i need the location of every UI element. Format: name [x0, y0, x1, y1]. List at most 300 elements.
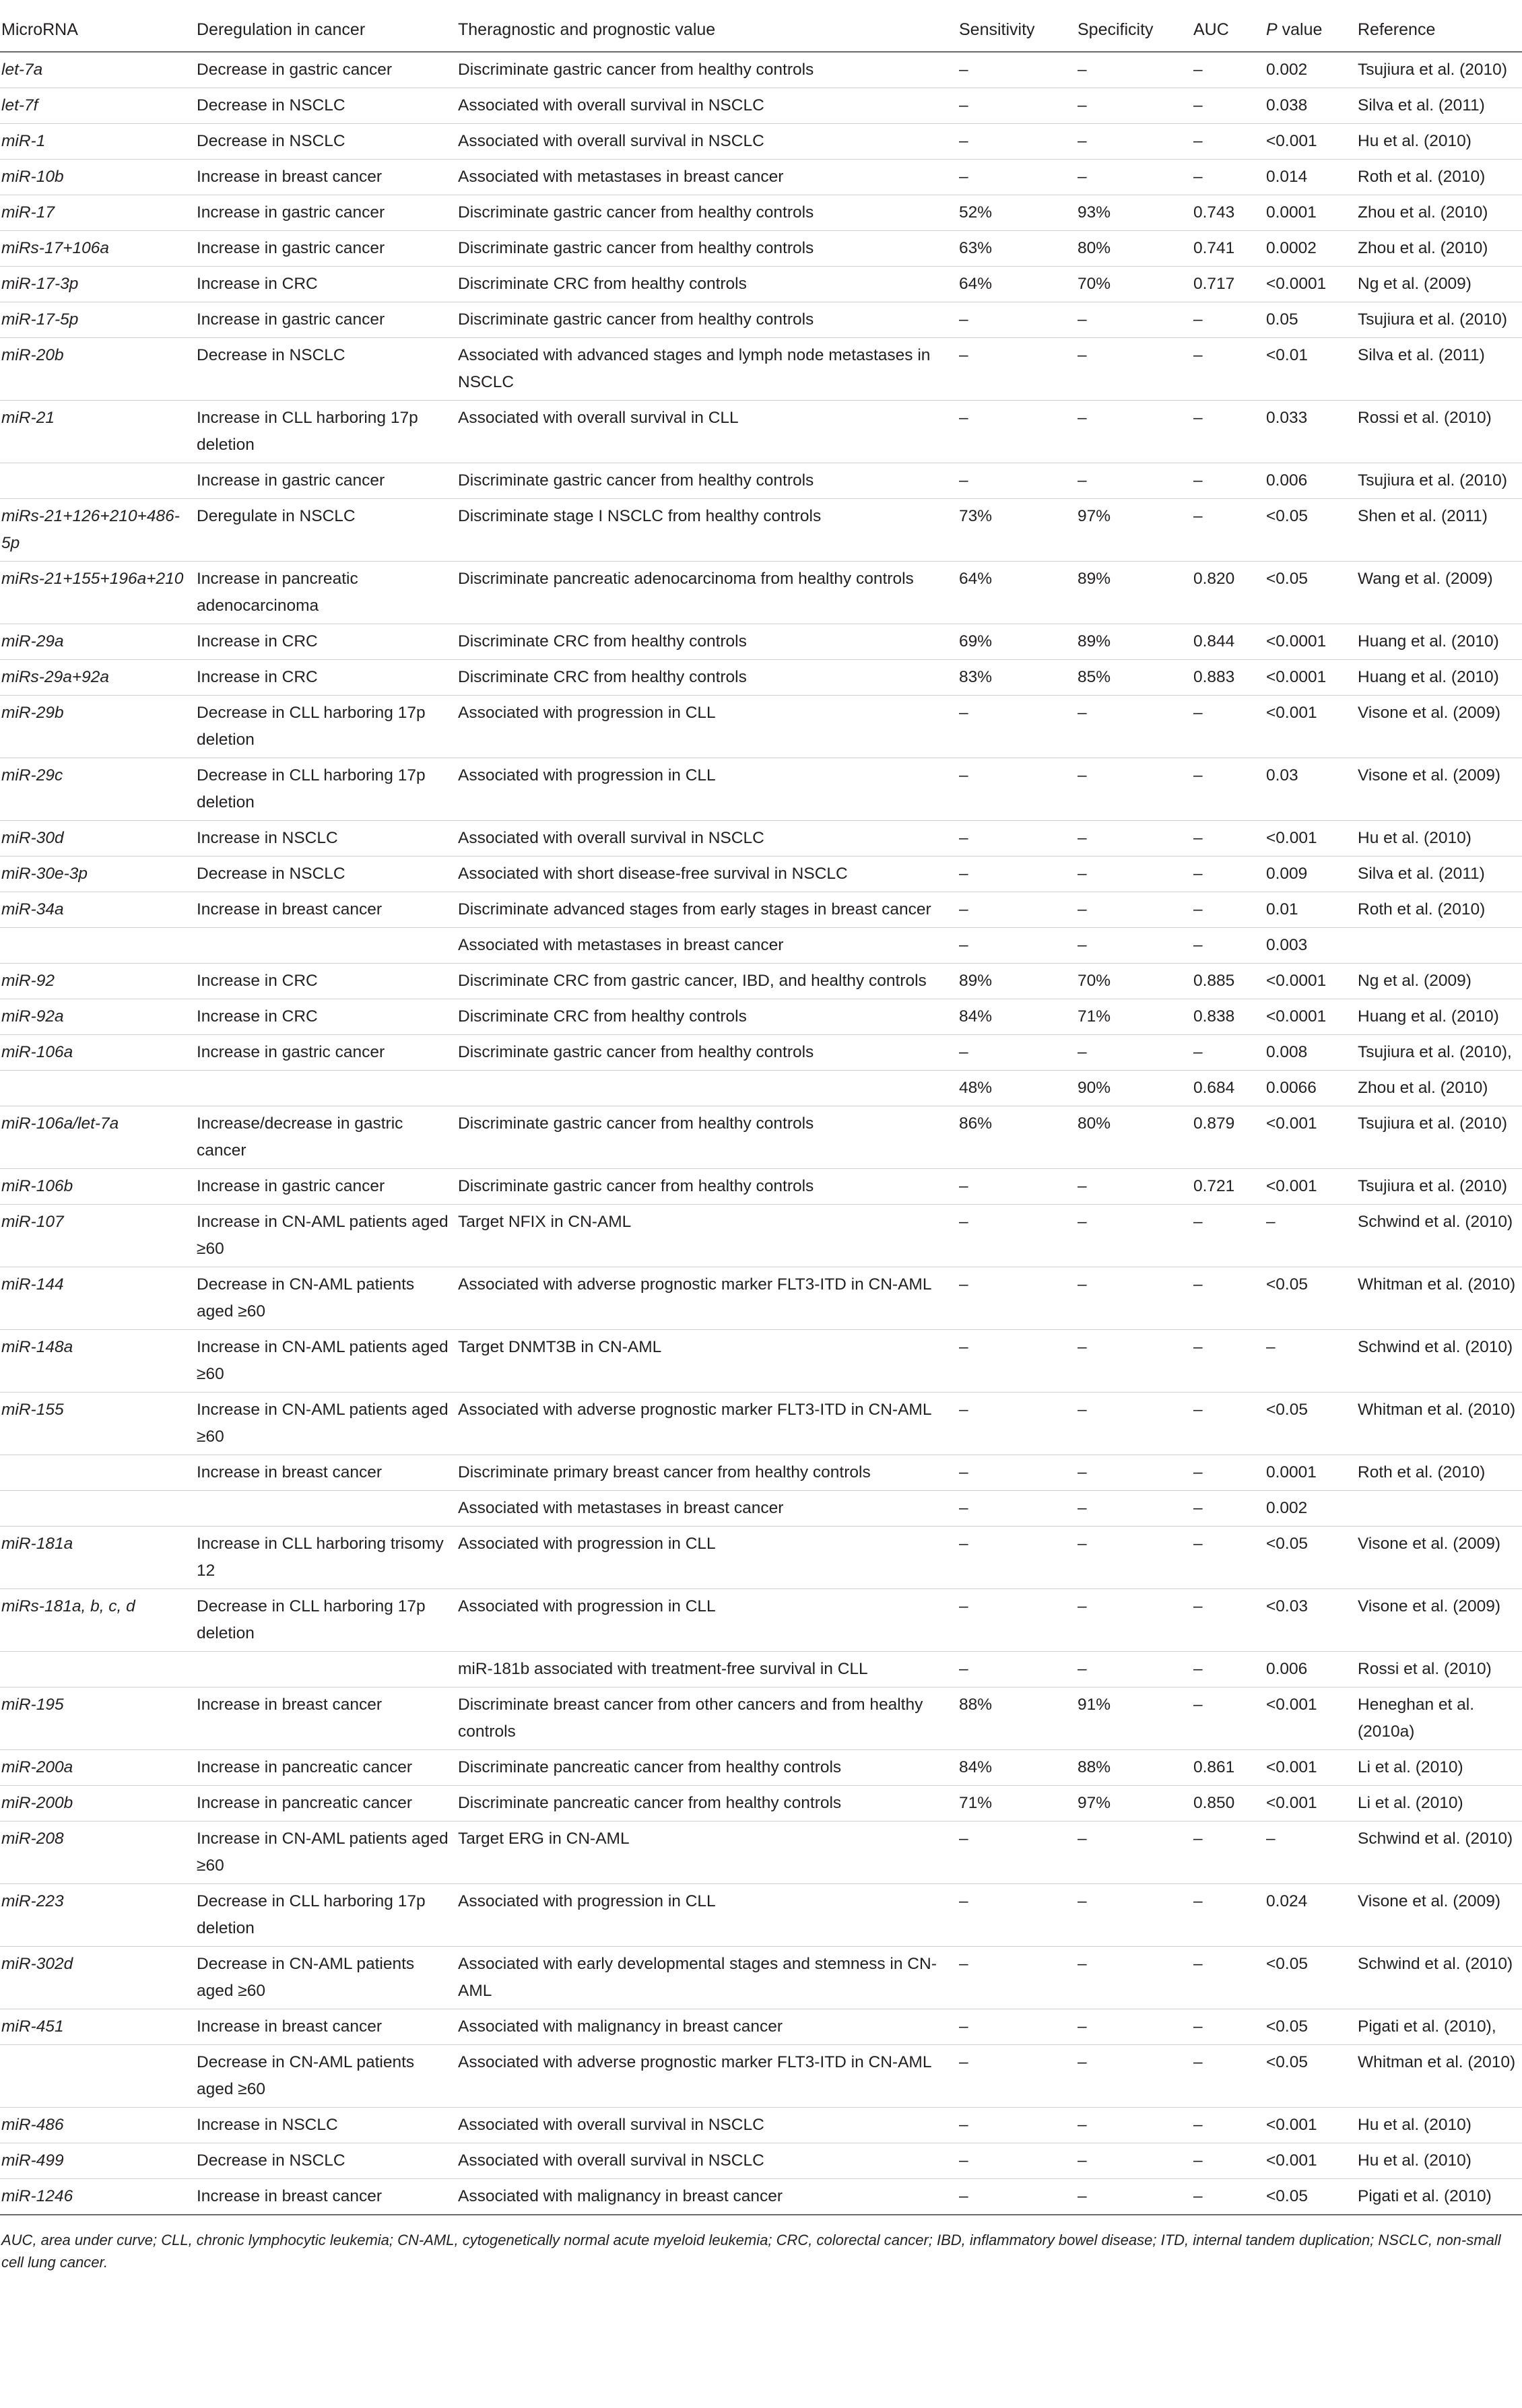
- cell-value: Discriminate advanced stages from early stages in breast cancer: [457, 892, 958, 928]
- cell-auc: –: [1192, 1267, 1265, 1330]
- table-row: [0, 2009, 1522, 2045]
- cell-sensitivity: –: [958, 1491, 1076, 1527]
- cell-deregulation: Increase in pancreatic cancer: [195, 1786, 457, 1821]
- cell-deregulation: Increase in gastric cancer: [195, 1035, 457, 1071]
- cell-reference: Hu et al. (2010): [1356, 124, 1522, 160]
- cell-microrna: miRs-17+106a: [0, 231, 195, 267]
- cell-p-value: 0.002: [1265, 52, 1356, 88]
- cell-microrna: let-7a: [0, 52, 195, 88]
- cell-reference: Pigati et al. (2010): [1356, 2179, 1522, 2215]
- cell-specificity: –: [1076, 821, 1192, 857]
- header-p-value: P value: [1266, 20, 1323, 39]
- cell-sensitivity: –: [958, 124, 1076, 160]
- cell-p-value: <0.001: [1265, 821, 1356, 857]
- cell-deregulation: Increase in breast cancer: [195, 1455, 457, 1491]
- cell-p-value: <0.001: [1265, 1750, 1356, 1786]
- cell-auc: 0.684: [1192, 1071, 1265, 1106]
- cell-sensitivity: –: [958, 1267, 1076, 1330]
- cell-microrna: [0, 1491, 195, 1527]
- cell-deregulation: Decrease in NSCLC: [195, 88, 457, 124]
- cell-specificity: –: [1076, 463, 1192, 499]
- table-row: [0, 1071, 1522, 1106]
- cell-p-value: <0.05: [1265, 1393, 1356, 1455]
- cell-specificity: 89%: [1076, 624, 1192, 660]
- cell-reference: Schwind et al. (2010): [1356, 1205, 1522, 1267]
- table-row: [0, 892, 1522, 928]
- table-row: [0, 124, 1522, 160]
- cell-sensitivity: –: [958, 52, 1076, 88]
- cell-value: Associated with adverse prognostic marker FLT3-ITD in CN-AML: [457, 2045, 958, 2108]
- cell-value: Discriminate primary breast cancer from healthy controls: [457, 1455, 958, 1491]
- cell-p-value: –: [1265, 1821, 1356, 1884]
- table-row: [0, 1821, 1522, 1884]
- cell-value: Associated with malignancy in breast cancer: [457, 2179, 958, 2215]
- table-row: [0, 463, 1522, 499]
- cell-microrna: miR-29a: [0, 624, 195, 660]
- cell-auc: –: [1192, 821, 1265, 857]
- cell-auc: –: [1192, 338, 1265, 401]
- cell-p-value: <0.001: [1265, 2143, 1356, 2179]
- table-row: [0, 267, 1522, 302]
- cell-reference: Roth et al. (2010): [1356, 892, 1522, 928]
- cell-deregulation: Decrease in gastric cancer: [195, 52, 457, 88]
- cell-specificity: –: [1076, 1330, 1192, 1393]
- cell-p-value: 0.009: [1265, 857, 1356, 892]
- cell-microrna: miR-200a: [0, 1750, 195, 1786]
- cell-auc: 0.883: [1192, 660, 1265, 696]
- cell-reference: Li et al. (2010): [1356, 1750, 1522, 1786]
- cell-sensitivity: 52%: [958, 195, 1076, 231]
- table-row: [0, 1652, 1522, 1687]
- cell-auc: –: [1192, 302, 1265, 338]
- cell-microrna: miR-106a: [0, 1035, 195, 1071]
- cell-auc: –: [1192, 1330, 1265, 1393]
- cell-reference: Huang et al. (2010): [1356, 624, 1522, 660]
- cell-specificity: 93%: [1076, 195, 1192, 231]
- cell-value: Discriminate pancreatic cancer from healthy controls: [457, 1750, 958, 1786]
- cell-specificity: 97%: [1076, 499, 1192, 562]
- cell-value: Discriminate gastric cancer from healthy controls: [457, 1169, 958, 1205]
- cell-value: [457, 1071, 958, 1106]
- cell-microrna: miR-20b: [0, 338, 195, 401]
- cell-reference: Silva et al. (2011): [1356, 857, 1522, 892]
- cell-auc: 0.885: [1192, 964, 1265, 999]
- cell-deregulation: Increase in CLL harboring trisomy 12: [195, 1527, 457, 1589]
- cell-sensitivity: 69%: [958, 624, 1076, 660]
- cell-sensitivity: 84%: [958, 1750, 1076, 1786]
- cell-auc: –: [1192, 857, 1265, 892]
- cell-microrna: miR-155: [0, 1393, 195, 1455]
- table-row: [0, 52, 1522, 88]
- cell-microrna: miR-10b: [0, 160, 195, 195]
- cell-value: Target ERG in CN-AML: [457, 1821, 958, 1884]
- cell-value: Discriminate gastric cancer from healthy controls: [457, 52, 958, 88]
- cell-p-value: <0.0001: [1265, 964, 1356, 999]
- table-row: [0, 160, 1522, 195]
- cell-value: Associated with progression in CLL: [457, 758, 958, 821]
- cell-specificity: –: [1076, 1652, 1192, 1687]
- cell-p-value: 0.03: [1265, 758, 1356, 821]
- cell-p-value: <0.001: [1265, 1169, 1356, 1205]
- cell-deregulation: Increase in breast cancer: [195, 892, 457, 928]
- cell-p-value: <0.001: [1265, 1786, 1356, 1821]
- cell-p-value: 0.002: [1265, 1491, 1356, 1527]
- cell-sensitivity: –: [958, 696, 1076, 758]
- cell-p-value: 0.0002: [1265, 231, 1356, 267]
- cell-value: Discriminate gastric cancer from healthy controls: [457, 463, 958, 499]
- cell-auc: –: [1192, 1947, 1265, 2009]
- cell-specificity: –: [1076, 1267, 1192, 1330]
- cell-reference: Hu et al. (2010): [1356, 2143, 1522, 2179]
- cell-deregulation: Increase in breast cancer: [195, 1687, 457, 1750]
- cell-sensitivity: –: [958, 928, 1076, 964]
- cell-specificity: 71%: [1076, 999, 1192, 1035]
- cell-microrna: miR-17-3p: [0, 267, 195, 302]
- cell-deregulation: Increase in CN-AML patients aged ≥60: [195, 1821, 457, 1884]
- cell-p-value: <0.001: [1265, 1687, 1356, 1750]
- cell-reference: Ng et al. (2009): [1356, 964, 1522, 999]
- table-row: [0, 1205, 1522, 1267]
- cell-deregulation: Decrease in NSCLC: [195, 338, 457, 401]
- cell-p-value: <0.05: [1265, 562, 1356, 624]
- table-row: [0, 401, 1522, 463]
- cell-deregulation: Decrease in CLL harboring 17p deletion: [195, 696, 457, 758]
- cell-microrna: miR-499: [0, 2143, 195, 2179]
- cell-specificity: –: [1076, 401, 1192, 463]
- cell-microrna: miR-92: [0, 964, 195, 999]
- cell-reference: Tsujiura et al. (2010): [1356, 1106, 1522, 1169]
- cell-auc: –: [1192, 1884, 1265, 1947]
- cell-microrna: [0, 928, 195, 964]
- cell-microrna: miR-30e-3p: [0, 857, 195, 892]
- cell-microrna: miR-29b: [0, 696, 195, 758]
- table-row: [0, 499, 1522, 562]
- cell-auc: –: [1192, 52, 1265, 88]
- cell-value: miR-181b associated with treatment-free survival in CLL: [457, 1652, 958, 1687]
- cell-specificity: –: [1076, 2009, 1192, 2045]
- cell-reference: Visone et al. (2009): [1356, 1884, 1522, 1947]
- cell-microrna: miR-1: [0, 124, 195, 160]
- cell-deregulation: Increase in pancreatic cancer: [195, 1750, 457, 1786]
- cell-auc: –: [1192, 1589, 1265, 1652]
- cell-value: Associated with progression in CLL: [457, 1527, 958, 1589]
- cell-value: Associated with progression in CLL: [457, 1589, 958, 1652]
- cell-sensitivity: –: [958, 88, 1076, 124]
- cell-sensitivity: –: [958, 2009, 1076, 2045]
- cell-reference: Visone et al. (2009): [1356, 758, 1522, 821]
- table-row: [0, 1884, 1522, 1947]
- cell-specificity: –: [1076, 1527, 1192, 1589]
- cell-microrna: miR-17: [0, 195, 195, 231]
- cell-p-value: <0.05: [1265, 1267, 1356, 1330]
- cell-deregulation: Decrease in NSCLC: [195, 124, 457, 160]
- cell-microrna: miR-107: [0, 1205, 195, 1267]
- cell-reference: Rossi et al. (2010): [1356, 401, 1522, 463]
- cell-reference: Hu et al. (2010): [1356, 821, 1522, 857]
- table-row: [0, 1267, 1522, 1330]
- cell-sensitivity: –: [958, 1947, 1076, 2009]
- table-row: [0, 1169, 1522, 1205]
- cell-value: Associated with overall survival in NSCLC: [457, 124, 958, 160]
- cell-specificity: –: [1076, 2108, 1192, 2143]
- cell-auc: –: [1192, 892, 1265, 928]
- cell-sensitivity: 86%: [958, 1106, 1076, 1169]
- cell-reference: Zhou et al. (2010): [1356, 1071, 1522, 1106]
- cell-reference: Huang et al. (2010): [1356, 660, 1522, 696]
- cell-deregulation: [195, 1071, 457, 1106]
- cell-specificity: –: [1076, 857, 1192, 892]
- table-row: [0, 231, 1522, 267]
- cell-deregulation: Increase in CN-AML patients aged ≥60: [195, 1205, 457, 1267]
- cell-deregulation: Increase in CLL harboring 17p deletion: [195, 401, 457, 463]
- table-row: [0, 758, 1522, 821]
- cell-value: Associated with progression in CLL: [457, 1884, 958, 1947]
- table-row: [0, 562, 1522, 624]
- cell-p-value: 0.003: [1265, 928, 1356, 964]
- cell-p-value: 0.0001: [1265, 195, 1356, 231]
- cell-reference: Tsujiura et al. (2010),: [1356, 1035, 1522, 1071]
- table-row: [0, 2179, 1522, 2215]
- table-body: [0, 52, 1522, 2215]
- cell-p-value: <0.05: [1265, 2045, 1356, 2108]
- cell-auc: –: [1192, 1652, 1265, 1687]
- cell-auc: 0.844: [1192, 624, 1265, 660]
- cell-deregulation: Increase in CN-AML patients aged ≥60: [195, 1393, 457, 1455]
- cell-auc: –: [1192, 463, 1265, 499]
- cell-sensitivity: –: [958, 1169, 1076, 1205]
- cell-p-value: <0.001: [1265, 124, 1356, 160]
- table-row: [0, 1106, 1522, 1169]
- cell-p-value: 0.0066: [1265, 1071, 1356, 1106]
- cell-microrna: miR-106b: [0, 1169, 195, 1205]
- table-row: [0, 928, 1522, 964]
- cell-reference: Roth et al. (2010): [1356, 160, 1522, 195]
- cell-sensitivity: –: [958, 758, 1076, 821]
- cell-auc: –: [1192, 758, 1265, 821]
- cell-value: Associated with overall survival in NSCLC: [457, 88, 958, 124]
- cell-value: Associated with overall survival in NSCLC: [457, 2108, 958, 2143]
- cell-specificity: –: [1076, 1491, 1192, 1527]
- cell-auc: –: [1192, 1455, 1265, 1491]
- cell-deregulation: Increase in pancreatic adenocarcinoma: [195, 562, 457, 624]
- cell-microrna: miR-21: [0, 401, 195, 463]
- cell-auc: –: [1192, 2143, 1265, 2179]
- cell-sensitivity: –: [958, 338, 1076, 401]
- cell-specificity: –: [1076, 1947, 1192, 2009]
- cell-microrna: miRs-21+126+210+486-5p: [0, 499, 195, 562]
- cell-auc: 0.879: [1192, 1106, 1265, 1169]
- cell-specificity: 90%: [1076, 1071, 1192, 1106]
- cell-auc: –: [1192, 160, 1265, 195]
- cell-sensitivity: 88%: [958, 1687, 1076, 1750]
- cell-sensitivity: 89%: [958, 964, 1076, 999]
- table-row: [0, 302, 1522, 338]
- cell-auc: –: [1192, 1393, 1265, 1455]
- cell-microrna: miR-1246: [0, 2179, 195, 2215]
- cell-p-value: 0.006: [1265, 1652, 1356, 1687]
- cell-deregulation: Increase in breast cancer: [195, 2009, 457, 2045]
- cell-p-value: 0.008: [1265, 1035, 1356, 1071]
- cell-value: Target DNMT3B in CN-AML: [457, 1330, 958, 1393]
- cell-specificity: –: [1076, 160, 1192, 195]
- cell-deregulation: Increase in CN-AML patients aged ≥60: [195, 1330, 457, 1393]
- cell-sensitivity: –: [958, 463, 1076, 499]
- cell-p-value: <0.05: [1265, 1527, 1356, 1589]
- header-auc: AUC: [1193, 20, 1229, 39]
- cell-value: Discriminate gastric cancer from healthy controls: [457, 195, 958, 231]
- cell-specificity: 88%: [1076, 1750, 1192, 1786]
- cell-reference: Tsujiura et al. (2010): [1356, 463, 1522, 499]
- cell-deregulation: Decrease in NSCLC: [195, 2143, 457, 2179]
- cell-specificity: –: [1076, 1455, 1192, 1491]
- cell-value: Associated with short disease-free survival in NSCLC: [457, 857, 958, 892]
- cell-sensitivity: –: [958, 1589, 1076, 1652]
- cell-value: Discriminate pancreatic adenocarcinoma from healthy controls: [457, 562, 958, 624]
- cell-sensitivity: –: [958, 1205, 1076, 1267]
- cell-reference: [1356, 1491, 1522, 1527]
- cell-p-value: <0.05: [1265, 1947, 1356, 2009]
- cell-auc: 0.741: [1192, 231, 1265, 267]
- header-value: Theragnostic and prognostic value: [458, 20, 716, 39]
- cell-microrna: miR-29c: [0, 758, 195, 821]
- cell-value: Associated with overall survival in NSCLC: [457, 821, 958, 857]
- cell-value: Associated with overall survival in CLL: [457, 401, 958, 463]
- table-row: [0, 660, 1522, 696]
- cell-value: Associated with metastases in breast cancer: [457, 160, 958, 195]
- cell-value: Discriminate CRC from healthy controls: [457, 660, 958, 696]
- cell-reference: Heneghan et al. (2010a): [1356, 1687, 1522, 1750]
- cell-microrna: [0, 1455, 195, 1491]
- cell-specificity: 97%: [1076, 1786, 1192, 1821]
- cell-deregulation: [195, 1491, 457, 1527]
- cell-sensitivity: –: [958, 2108, 1076, 2143]
- cell-deregulation: Decrease in CN-AML patients aged ≥60: [195, 1947, 457, 2009]
- cell-deregulation: Decrease in CLL harboring 17p deletion: [195, 758, 457, 821]
- header-deregulation: Deregulation in cancer: [197, 20, 366, 39]
- table-header: [0, 0, 1522, 52]
- cell-auc: –: [1192, 401, 1265, 463]
- cell-value: Discriminate pancreatic cancer from healthy controls: [457, 1786, 958, 1821]
- cell-microrna: [0, 463, 195, 499]
- cell-sensitivity: –: [958, 1652, 1076, 1687]
- cell-auc: 0.861: [1192, 1750, 1265, 1786]
- cell-auc: –: [1192, 1527, 1265, 1589]
- cell-reference: Hu et al. (2010): [1356, 2108, 1522, 2143]
- cell-sensitivity: –: [958, 2179, 1076, 2215]
- table-row: [0, 964, 1522, 999]
- cell-reference: Li et al. (2010): [1356, 1786, 1522, 1821]
- cell-specificity: –: [1076, 1169, 1192, 1205]
- cell-specificity: –: [1076, 124, 1192, 160]
- cell-value: Discriminate gastric cancer from healthy controls: [457, 1035, 958, 1071]
- cell-deregulation: Increase in gastric cancer: [195, 463, 457, 499]
- cell-sensitivity: –: [958, 1455, 1076, 1491]
- cell-specificity: 85%: [1076, 660, 1192, 696]
- cell-specificity: –: [1076, 1205, 1192, 1267]
- cell-specificity: –: [1076, 1035, 1192, 1071]
- cell-value: Discriminate CRC from healthy controls: [457, 999, 958, 1035]
- cell-p-value: <0.01: [1265, 338, 1356, 401]
- cell-p-value: <0.0001: [1265, 267, 1356, 302]
- cell-reference: [1356, 928, 1522, 964]
- cell-auc: –: [1192, 2108, 1265, 2143]
- cell-reference: Visone et al. (2009): [1356, 696, 1522, 758]
- cell-microrna: miR-223: [0, 1884, 195, 1947]
- cell-auc: –: [1192, 696, 1265, 758]
- cell-deregulation: Deregulate in NSCLC: [195, 499, 457, 562]
- cell-deregulation: Increase in gastric cancer: [195, 1169, 457, 1205]
- cell-auc: 0.743: [1192, 195, 1265, 231]
- cell-value: Associated with adverse prognostic marker FLT3-ITD in CN-AML: [457, 1267, 958, 1330]
- table-row: [0, 88, 1522, 124]
- cell-value: Associated with overall survival in NSCLC: [457, 2143, 958, 2179]
- table-row: [0, 1330, 1522, 1393]
- cell-reference: Silva et al. (2011): [1356, 88, 1522, 124]
- cell-value: Discriminate CRC from healthy controls: [457, 624, 958, 660]
- cell-reference: Schwind et al. (2010): [1356, 1821, 1522, 1884]
- cell-value: Discriminate stage I NSCLC from healthy controls: [457, 499, 958, 562]
- cell-microrna: miR-486: [0, 2108, 195, 2143]
- cell-sensitivity: 64%: [958, 562, 1076, 624]
- cell-sensitivity: 73%: [958, 499, 1076, 562]
- cell-p-value: <0.03: [1265, 1589, 1356, 1652]
- cell-specificity: –: [1076, 338, 1192, 401]
- cell-p-value: 0.006: [1265, 463, 1356, 499]
- header-row: [0, 0, 1522, 52]
- cell-auc: 0.721: [1192, 1169, 1265, 1205]
- cell-sensitivity: –: [958, 1035, 1076, 1071]
- table-row: [0, 1687, 1522, 1750]
- cell-specificity: –: [1076, 1589, 1192, 1652]
- cell-reference: Whitman et al. (2010): [1356, 2045, 1522, 2108]
- cell-specificity: –: [1076, 302, 1192, 338]
- cell-p-value: <0.0001: [1265, 624, 1356, 660]
- table-row: [0, 1455, 1522, 1491]
- cell-microrna: miR-181a: [0, 1527, 195, 1589]
- cell-deregulation: Increase in breast cancer: [195, 160, 457, 195]
- cell-deregulation: Increase in CRC: [195, 964, 457, 999]
- cell-auc: –: [1192, 2179, 1265, 2215]
- cell-value: Discriminate gastric cancer from healthy controls: [457, 302, 958, 338]
- cell-deregulation: Increase in gastric cancer: [195, 195, 457, 231]
- cell-reference: Tsujiura et al. (2010): [1356, 1169, 1522, 1205]
- cell-value: Associated with adverse prognostic marker FLT3-ITD in CN-AML: [457, 1393, 958, 1455]
- cell-microrna: miR-148a: [0, 1330, 195, 1393]
- cell-p-value: <0.0001: [1265, 999, 1356, 1035]
- cell-value: Associated with metastases in breast cancer: [457, 928, 958, 964]
- table-row: [0, 1393, 1522, 1455]
- table-row: [0, 999, 1522, 1035]
- cell-specificity: 70%: [1076, 964, 1192, 999]
- cell-p-value: 0.033: [1265, 401, 1356, 463]
- cell-auc: –: [1192, 124, 1265, 160]
- cell-microrna: miR-92a: [0, 999, 195, 1035]
- cell-value: Associated with progression in CLL: [457, 696, 958, 758]
- cell-p-value: <0.001: [1265, 696, 1356, 758]
- cell-microrna: miR-34a: [0, 892, 195, 928]
- cell-specificity: –: [1076, 1884, 1192, 1947]
- cell-p-value: 0.05: [1265, 302, 1356, 338]
- cell-auc: –: [1192, 1687, 1265, 1750]
- cell-sensitivity: –: [958, 2143, 1076, 2179]
- cell-sensitivity: –: [958, 892, 1076, 928]
- cell-specificity: –: [1076, 1821, 1192, 1884]
- cell-auc: –: [1192, 499, 1265, 562]
- cell-specificity: –: [1076, 1393, 1192, 1455]
- cell-microrna: miRs-21+155+196a+210: [0, 562, 195, 624]
- cell-deregulation: Decrease in CLL harboring 17p deletion: [195, 1589, 457, 1652]
- cell-microrna: miRs-181a, b, c, d: [0, 1589, 195, 1652]
